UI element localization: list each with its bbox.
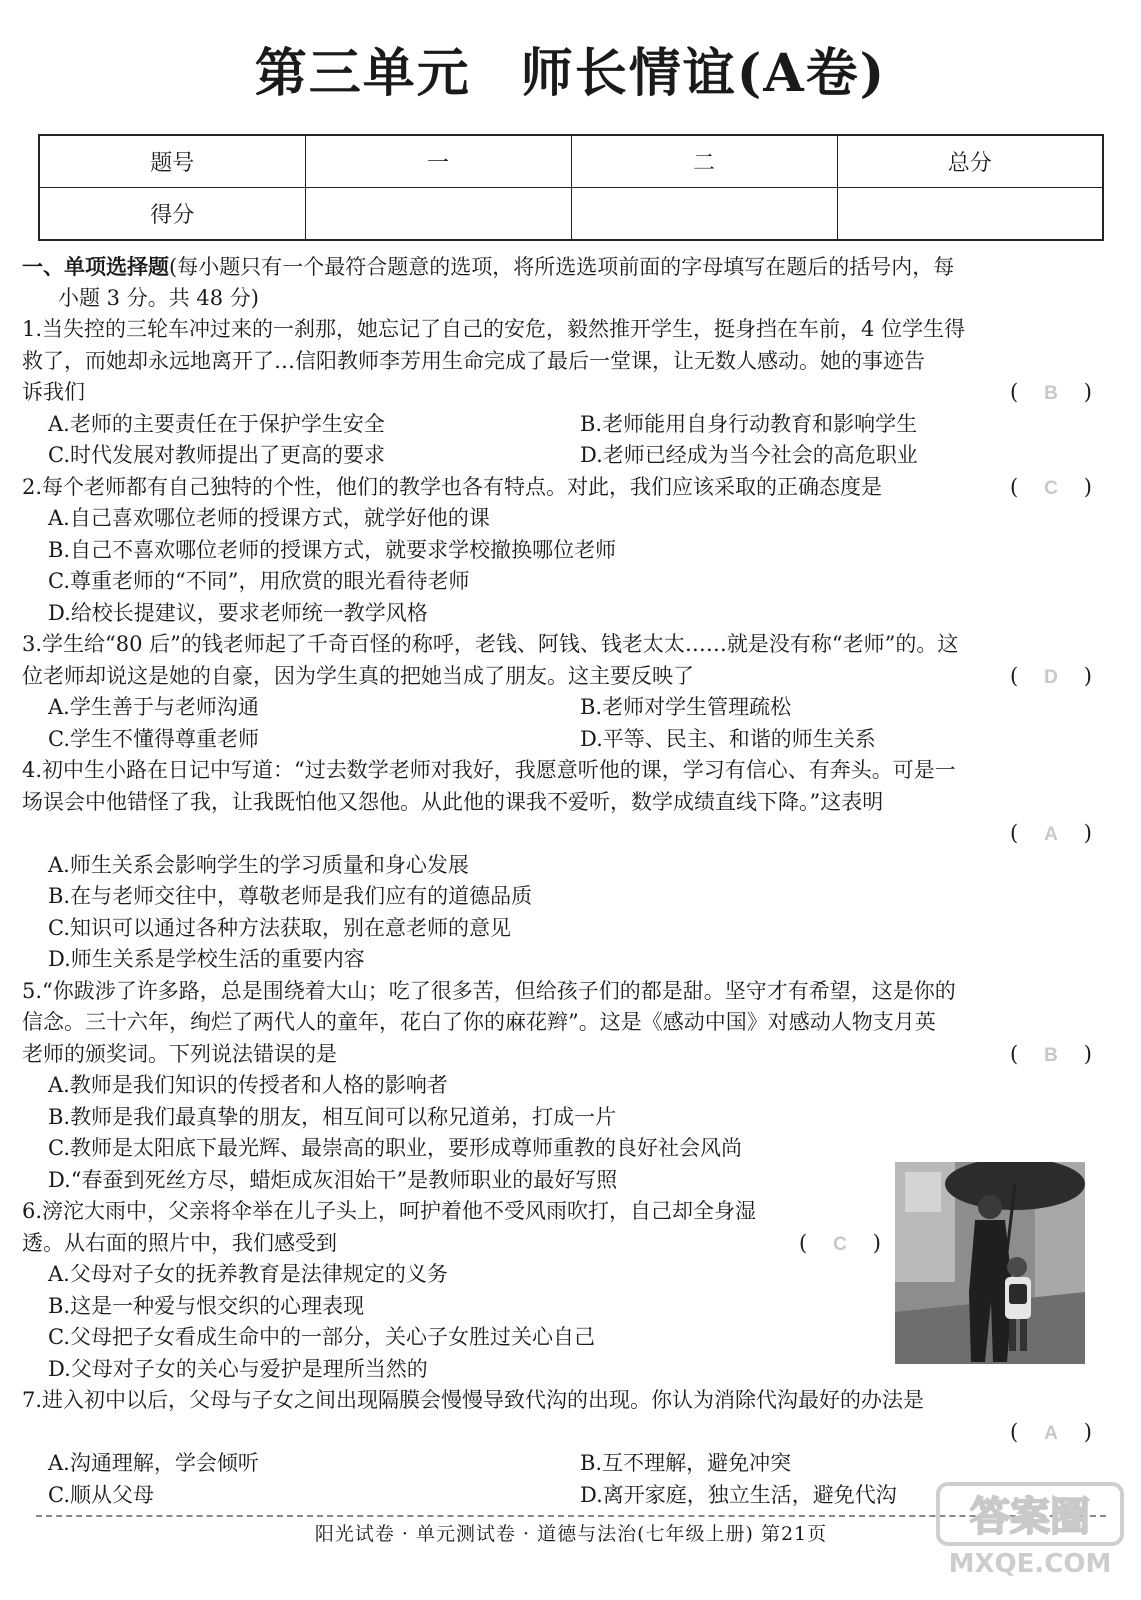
father-umbrella-photo [895,1162,1085,1364]
option: C.知识可以通过各种方法获取，别在意老师的意见 [48,915,511,940]
page-footer: 阳光试卷 · 单元测试卷 · 道德与法治(七年级上册) 第21页 [36,1515,1106,1551]
score-cell-score-part1[interactable] [305,188,571,241]
option: B.互不理解，避免冲突 [580,1451,792,1475]
photo-illustration [895,1162,1085,1364]
answer-blank-4[interactable]: ( A ) [1010,821,1092,845]
question-6-line-1: 6.滂沱大雨中，父亲将伞举在儿子头上，呵护着他不受风雨吹打，自己却全身湿 [22,1199,757,1223]
option: B.老师能用自身行动教育和影响学生 [580,411,918,436]
answer-blank-1[interactable]: ( B ) [1010,380,1092,404]
question-5-line-2: 信念。三十六年，绚烂了两代人的童年，花白了你的麻花辫”。这是《感动中国》对感动人物支月英 [22,1010,936,1034]
option: C.学生不懂得尊重老师 [48,726,259,751]
score-table-score-row [39,188,1103,241]
question-1-options-row-2 [22,440,1112,472]
svg-text:MXQE.COM: MXQE.COM [948,1549,1112,1579]
question-5-line-3: 老师的颁奖词。下列说法错误的是 ( B ) [22,1039,1112,1071]
option: C.顺从父母 [48,1482,154,1507]
title-topic: 师长情谊(A卷) [520,43,887,104]
score-cell-header-label: 题号 [39,135,305,188]
answer-1: B [1044,383,1058,404]
question-1-line-3: 诉我们 ( B ) [22,377,1112,409]
title-unit: 第三单元 [254,43,471,104]
question-3-options-row-2 [22,724,1112,756]
question-2-line-1: 2.每个老师都有自己独特的个性，他们的教学也各有特点。对此，我们应该采取的正确态度是 ( C ) [22,472,1112,504]
answer-6: C [833,1233,847,1255]
option: B.在与老师交往中，尊敬老师是我们应有的道德品质 [48,884,533,908]
score-cell-score-part2[interactable] [571,188,837,241]
answer-blank-7[interactable]: ( A ) [1010,1419,1092,1444]
option: B.教师是我们最真挚的朋友，相互间可以称兄道弟，打成一片 [48,1104,617,1129]
option: A.自己喜欢哪位老师的授课方式，就学好他的课 [48,506,490,530]
question-3-line-2: 位老师却说这是她的自豪，因为学生真的把她当成了朋友。这主要反映了 ( D ) [22,661,1112,693]
question-6-line-2: 透。从右面的照片中，我们感受到 ( C ) [22,1228,1112,1260]
question-1-options-row-1 [22,409,1112,441]
score-cell-header-total: 总分 [837,135,1103,188]
answer-5: B [1044,1044,1058,1066]
page-title [0,42,1141,106]
score-cell-header-part2: 二 [571,135,837,188]
option: C.父母把子女看成生命中的一部分，关心子女胜过关心自己 [48,1325,595,1349]
question-4-line-1: 4.初中生小路在日记中写道：“过去数学老师对我好，我愿意听他的课，学习有信心、有奔头。可是一 [22,758,956,782]
option: A.沟通理解，学会倾听 [48,1451,259,1475]
option: D.离开家庭，独立生活，避免代沟 [580,1482,897,1507]
option: C.教师是太阳底下最光辉、最崇高的职业，要形成尊师重教的良好社会风尚 [48,1136,742,1160]
option: D.老师已经成为当今社会的高危职业 [580,443,918,467]
score-cell-header-part1: 一 [305,135,571,188]
answer-7: A [1044,1422,1058,1444]
option: A.父母对子女的抚养教育是法律规定的义务 [48,1262,448,1286]
question-3-line-1: 3.学生给“80 后”的钱老师起了千奇百怪的称呼，老钱、阿钱、钱老太太……就是没有称“老师”的。这 [22,632,959,656]
option: D.父母对子女的关心与爱护是理所当然的 [48,1356,428,1381]
question-5-line-1: 5.“你跋涉了许多路，总是围绕着大山；吃了很多苦，但给孩子们的都是甜。坚守才有希望，这是你的 [22,978,956,1003]
option: D.“春蚕到死丝方尽，蜡炬成灰泪始干”是教师职业的最好写照 [48,1167,618,1192]
section-heading: 一、单项选择题(每小题只有一个最符合题意的选项，将所选选项前面的字母填写在题后的括号内，每 [22,254,955,279]
question-4-line-2: 场误会中他错怪了我，让我既怕他又怨他。从此他的课我不爱听，数学成绩直线下降。”这表明 [22,789,884,814]
option: B.自己不喜欢哪位老师的授课方式，就要求学校撤换哪位老师 [48,537,617,562]
option: C.时代发展对教师提出了更高的要求 [48,443,385,467]
question-1-line-1: 1.当失控的三轮车冲过来的一刹那，她忘记了自己的安危，毅然推开学生，挺身挡在车前，4 位学生得 [22,317,966,341]
answer-3: D [1044,666,1058,688]
answer-4: A [1044,824,1058,845]
option: B.这是一种爱与恨交织的心理表现 [48,1293,365,1318]
answer-2: C [1044,477,1058,499]
score-table-header-row [39,135,1103,188]
answer-blank-3[interactable]: ( D ) [1010,663,1092,688]
option: A.老师的主要责任在于保护学生安全 [48,411,385,436]
score-cell-score-total[interactable] [837,188,1103,241]
option: D.平等、民主、和谐的师生关系 [580,726,876,751]
answer-blank-2[interactable]: ( C ) [1010,474,1092,499]
option: B.老师对学生管理疏松 [580,695,792,719]
svg-text:答案圈: 答案圈 [970,1494,1090,1540]
option: A.学生善于与老师沟通 [48,695,259,719]
question-7-options-row-1 [22,1448,1112,1480]
option: D.给校长提建议，要求老师统一教学风格 [48,600,428,625]
option: C.尊重老师的“不同”，用欣赏的眼光看待老师 [48,569,470,593]
score-table [38,134,1104,241]
question-7-line-1: 7.进入初中以后，父母与子女之间出现隔膜会慢慢导致代沟的出现。你认为消除代沟最好的办法是 [22,1388,925,1412]
option: A.教师是我们知识的传授者和人格的影响者 [48,1073,448,1097]
question-4-answer-line [22,818,1112,850]
score-cell-score-label: 得分 [39,188,305,241]
question-3-options-row-1 [22,692,1112,724]
question-1-line-2: 救了，而她却永远地离开了…信阳教师李芳用生命完成了最后一堂课，让无数人感动。她的事迹告 [22,348,925,373]
question-7-answer-line [22,1417,1112,1449]
answer-blank-5[interactable]: ( B ) [1010,1041,1092,1066]
section-description: 小题 3 分。共 48 分) [58,285,259,310]
option: A.师生关系会影响学生的学习质量和身心发展 [48,852,469,877]
watermark-logo-icon [930,1478,1130,1582]
answer-blank-6[interactable]: ( C ) [799,1230,881,1255]
watermark-logo [930,1478,1130,1582]
option: D.师生关系是学校生活的重要内容 [48,947,365,971]
